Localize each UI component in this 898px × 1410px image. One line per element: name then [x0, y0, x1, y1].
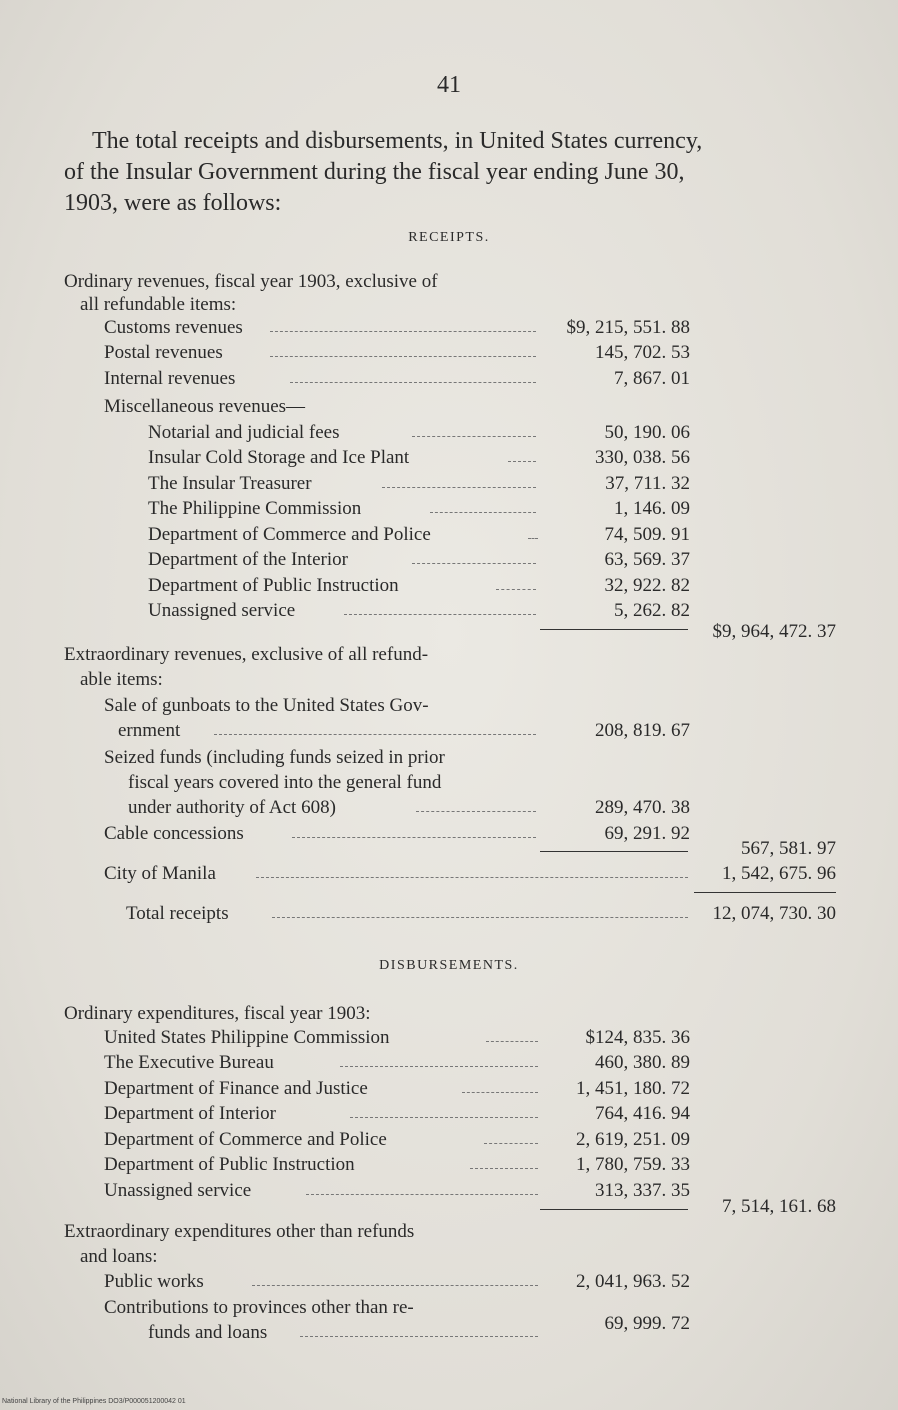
receipt-row-notarial: Notarial and judicial fees 50, 190. 06 — [148, 422, 690, 443]
receipt-row-manila: City of Manila 1, 542, 675. 96 — [104, 863, 836, 884]
leader-dots — [430, 512, 536, 513]
total-rule — [694, 892, 836, 893]
extraordinary-expenditures-header-cont: and loans: — [80, 1246, 158, 1267]
intro-paragraph — [64, 126, 839, 219]
disbursement-row-provinces-amount: 69, 999. 72 — [604, 1313, 690, 1334]
leader-dots — [508, 461, 536, 462]
leader-dots — [416, 811, 536, 812]
leader-dots — [484, 1143, 538, 1144]
disbursement-row-finance: Department of Finance and Justice 1, 451, 180. 72 — [104, 1078, 690, 1099]
receipt-row-customs: Customs revenues $9, 215, 551. 88 — [104, 317, 690, 338]
extraordinary-revenues-total: 567, 581. 97 — [741, 838, 836, 859]
leader-dots — [256, 877, 688, 878]
receipt-row-commerce-police: Department of Commerce and Police 74, 509. 91 — [148, 524, 690, 545]
ordinary-expenditures-total: 7, 514, 161. 68 — [722, 1196, 836, 1217]
leader-dots — [272, 917, 688, 918]
leader-dots — [344, 614, 536, 615]
ordinary-expenditures-header: Ordinary expenditures, fiscal year 1903: — [64, 1003, 371, 1024]
receipt-row-unassigned: Unassigned service 5, 262. 82 — [148, 600, 690, 621]
ordinary-revenues-header: Ordinary revenues, fiscal year 1903, exclusive of — [64, 271, 438, 292]
receipt-row-seized: Seized funds (including funds seized in prior — [104, 747, 445, 768]
intro-line: of the Insular Government during the fiscal year ending June 30, — [64, 159, 685, 185]
leader-dots — [290, 382, 536, 383]
leader-dots — [300, 1336, 538, 1337]
footer-credit: National Library of the Philippines DO3/P000051200042 01 — [2, 1398, 186, 1405]
leader-dots — [270, 331, 536, 332]
leader-dots — [412, 436, 536, 437]
ordinary-revenues-header-cont: all refundable items: — [80, 294, 237, 315]
leader-dots — [470, 1168, 538, 1169]
receipt-row-public-instruction: Department of Public Instruction 32, 922. 82 — [148, 575, 690, 596]
receipt-row-treasurer: The Insular Treasurer 37, 711. 32 — [148, 473, 690, 494]
intro-line: The total receipts and disbursements, in United States currency, — [92, 128, 703, 154]
extraordinary-revenues-header: Extraordinary revenues, exclusive of all refund- — [64, 644, 429, 665]
disbursement-row-executive: The Executive Bureau 460, 380. 89 — [104, 1052, 690, 1073]
leader-dots — [340, 1066, 538, 1067]
disbursements-heading: DISBURSEMENTS. — [379, 958, 519, 973]
receipt-row-cable: Cable concessions 69, 291. 92 — [104, 823, 690, 844]
leader-dots — [486, 1041, 538, 1042]
leader-dots — [462, 1092, 538, 1093]
extraordinary-expenditures-header: Extraordinary expenditures other than refunds — [64, 1221, 415, 1242]
leader-dots — [412, 563, 536, 564]
disbursement-row-commerce-police: Department of Commerce and Police 2, 619, 251. 09 — [104, 1129, 690, 1150]
misc-revenues-header: Miscellaneous revenues— — [104, 396, 306, 417]
leader-dots — [496, 589, 536, 590]
receipts-heading: RECEIPTS. — [408, 230, 490, 245]
leader-dots — [252, 1285, 538, 1286]
receipt-row-seized-cont: fiscal years covered into the general fund — [128, 772, 442, 793]
leader-dots — [270, 356, 536, 357]
receipt-row-cold-storage: Insular Cold Storage and Ice Plant 330, 038. 56 — [148, 447, 690, 468]
intro-line: 1903, were as follows: — [64, 190, 282, 216]
leader-dots — [528, 538, 538, 539]
receipt-row-commission: The Philippine Commission 1, 146. 09 — [148, 498, 690, 519]
disbursement-row-unassigned: Unassigned service 313, 337. 35 — [104, 1180, 690, 1201]
receipt-row-postal: Postal revenues 145, 702. 53 — [104, 342, 690, 363]
disbursement-row-provinces: Contributions to provinces other than re- — [104, 1297, 414, 1318]
page-number: 41 — [437, 72, 461, 98]
leader-dots — [214, 734, 536, 735]
disbursement-row-commission: United States Philippine Commission $124, 835. 36 — [104, 1027, 690, 1048]
disbursement-row-public-instruction: Department of Public Instruction 1, 780, 759. 33 — [104, 1154, 690, 1175]
receipt-row-gunboats: Sale of gunboats to the United States Gov- — [104, 695, 429, 716]
leader-dots — [382, 487, 536, 488]
extraordinary-revenues-header-cont: able items: — [80, 669, 163, 690]
receipt-row-interior: Department of the Interior 63, 569. 37 — [148, 549, 690, 570]
receipt-row-seized-cont: under authority of Act 608) 289, 470. 38 — [128, 797, 690, 818]
receipt-row-internal: Internal revenues 7, 867. 01 — [104, 368, 690, 389]
disbursement-row-public-works: Public works 2, 041, 963. 52 — [104, 1271, 690, 1292]
disbursement-row-provinces-cont: funds and loans — [0, 1321, 898, 1345]
receipt-row-gunboats-cont: ernment 208, 819. 67 — [118, 720, 690, 741]
receipt-row-total: Total receipts 12, 074, 730. 30 — [126, 903, 836, 924]
disbursement-row-interior: Department of Interior 764, 416. 94 — [104, 1103, 690, 1124]
ordinary-revenues-total: $9, 964, 472. 37 — [712, 621, 836, 642]
leader-dots — [350, 1117, 538, 1118]
